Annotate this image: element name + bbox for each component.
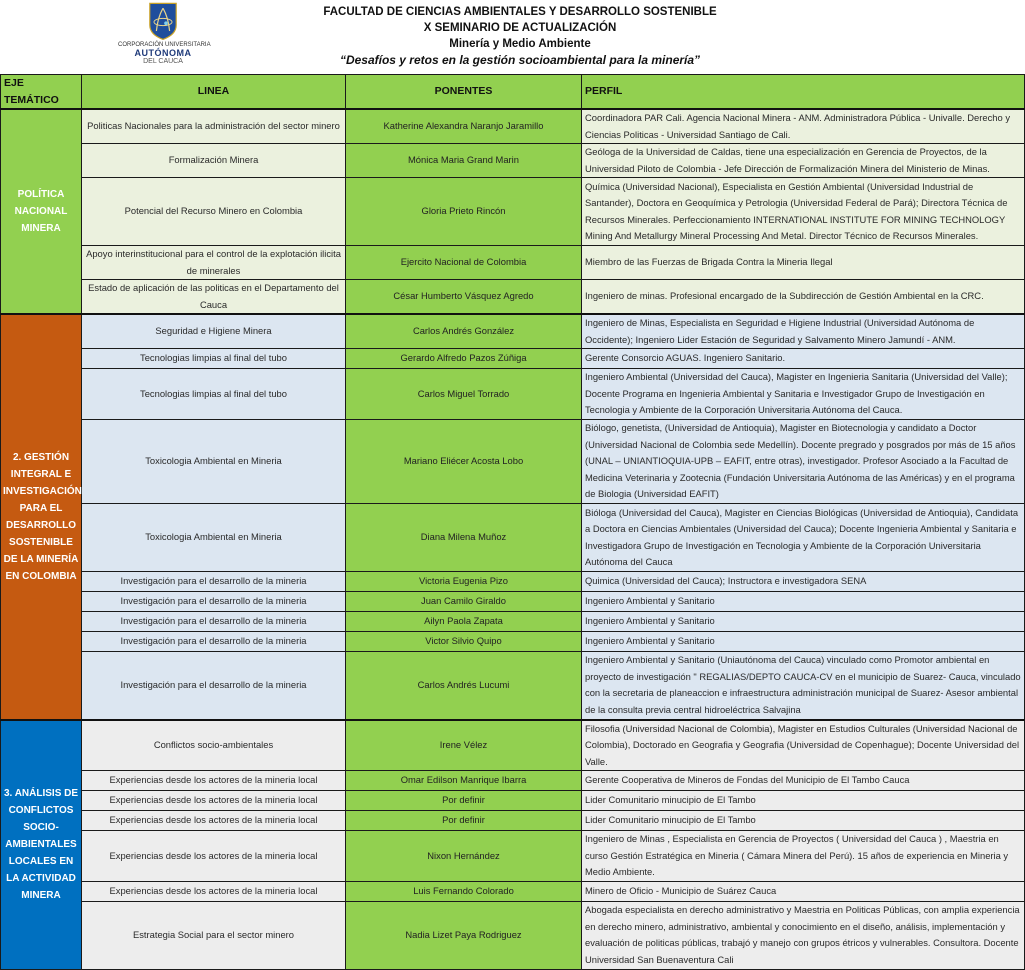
perfil-cell: Quimica (Universidad del Cauca); Instructora e investigadora SENA: [582, 572, 1025, 592]
column-header-linea: LINEA: [82, 75, 346, 110]
table-row: [1, 504, 1025, 572]
table-row: [1, 592, 1025, 612]
table-row: [1, 771, 1025, 791]
table-row: [1, 109, 1025, 144]
linea-cell: Conflictos socio-ambientales: [82, 720, 346, 771]
table-row: [1, 178, 1025, 246]
linea-cell: Seguridad e Higiene Minera: [82, 314, 346, 349]
theme-title: Minería y Medio Ambiente: [449, 38, 591, 50]
university-shield-logo-icon: [145, 2, 181, 42]
speakers-table: [0, 74, 1025, 970]
linea-cell: Toxicologia Ambiental en Mineria: [82, 504, 346, 572]
perfil-cell: Gerente Cooperativa de Mineros de Fondas del Municipio de El Tambo Cauca: [582, 771, 1025, 791]
table-row: [1, 144, 1025, 178]
ponente-cell: Carlos Miguel Torrado: [346, 369, 582, 420]
linea-cell: Investigación para el desarrollo de la mineria: [82, 652, 346, 720]
ponente-cell: Nadia Lizet Paya Rodriguez: [346, 901, 582, 969]
linea-cell: Experiencias desde los actores de la mineria local: [82, 831, 346, 882]
table-row: [1, 612, 1025, 632]
linea-cell: Tecnologias limpias al final del tubo: [82, 349, 346, 369]
eje-tematico-cell: POLÍTICA NACIONAL MINERA: [1, 109, 82, 314]
linea-cell: Experiencias desde los actores de la mineria local: [82, 791, 346, 811]
column-header-eje: EJE TEMÁTICO: [1, 75, 82, 110]
perfil-cell: Filosofia (Universidad Nacional de Colombia), Magister en Estudios Culturales (Universidad Nacional de Colombia), Doctorado en Geografia y Geografia (Universidad de Copenhague); Docente Universidad del Valle.: [582, 720, 1025, 771]
linea-cell: Experiencias desde los actores de la mineria local: [82, 771, 346, 791]
ponente-cell: Irene Vélez: [346, 720, 582, 771]
table-row: [1, 349, 1025, 369]
linea-cell: Investigación para el desarrollo de la mineria: [82, 592, 346, 612]
table-row: [1, 572, 1025, 592]
ponente-cell: Luis Fernando Colorado: [346, 881, 582, 901]
perfil-cell: Ingeniero de Minas , Especialista en Gerencia de Proyectos ( Universidad del Cauca ) , Maestria en curso Gestión Estratégica en Mineria ( Cámara Minera del Perú). 15 años de experiencia en Mineria y Medio Ambiente.: [582, 831, 1025, 882]
ponente-cell: Mariano Eliécer Acosta Lobo: [346, 420, 582, 504]
logo-caption: CORPORACIÓN UNIVERSITARIA: [118, 42, 211, 48]
column-header-ponentes: PONENTES: [346, 75, 582, 110]
ponente-cell: Por definir: [346, 811, 582, 831]
table-row: [1, 280, 1025, 315]
linea-cell: Experiencias desde los actores de la mineria local: [82, 881, 346, 901]
ponente-cell: Victoria Eugenia Pizo: [346, 572, 582, 592]
logo-text: AUTÓNOMA: [134, 48, 192, 58]
eje-tematico-cell: 3. ANÁLISIS DE CONFLICTOS SOCIO-AMBIENTALES LOCALES EN LA ACTIVIDAD MINERA: [1, 720, 82, 970]
linea-cell: Investigación para el desarrollo de la mineria: [82, 612, 346, 632]
perfil-cell: Ingeniero de minas. Profesional encargado de la Subdirección de Gestión Ambiental en la CRC.: [582, 280, 1025, 315]
perfil-cell: Gerente Consorcio AGUAS. Ingeniero Sanitario.: [582, 349, 1025, 369]
linea-cell: Experiencias desde los actores de la mineria local: [82, 811, 346, 831]
perfil-cell: Ingeniero Ambiental y Sanitario (Uniautónoma del Cauca) vinculado como Promotor ambiental en proyecto de investigación " REGALIAS/DEPTO CAUCA-CV en el municipio de Suarez- Cauca, vinculado con la secretaria de planeaccion e infraestructura administración municipal de Suarez- Asesor ambiental de la consulta previa central hidroeléctrica Salvajina: [582, 652, 1025, 720]
column-header-perfil: PERFIL: [582, 75, 1025, 110]
document-header: [0, 0, 1024, 74]
ponente-cell: Omar Edilson Manrique Ibarra: [346, 771, 582, 791]
perfil-cell: Coordinadora PAR Cali. Agencia Nacional Minera - ANM. Administradora Pública - Univalle. Derecho y Ciencias Politicas - Universidad Santiago de Cali.: [582, 109, 1025, 144]
ponente-cell: Carlos Andrés González: [346, 314, 582, 349]
ponente-cell: Por definir: [346, 791, 582, 811]
linea-cell: Potencial del Recurso Minero en Colombia: [82, 178, 346, 246]
table-row: [1, 901, 1025, 969]
table-header-row: [1, 75, 1025, 110]
perfil-cell: Ingeniero Ambiental y Sanitario: [582, 632, 1025, 652]
linea-cell: Investigación para el desarrollo de la mineria: [82, 632, 346, 652]
linea-cell: Tecnologias limpias al final del tubo: [82, 369, 346, 420]
ponente-cell: Ailyn Paola Zapata: [346, 612, 582, 632]
perfil-cell: Química (Universidad Nacional), Especialista en Gestión Ambiental (Universidad Industrial de Santander), Doctora en Geoquímica y Petrologia (Universidad Federal de Pará); Directora Técnica de Recursos Minerales. Perfeccionamiento INTERNATIONAL INSTITUTE FOR MINING TECHNOLOGY Mining And Metallurgy Mineral Processing And Metal. Director Técnico de Recursos Minerales.: [582, 178, 1025, 246]
ponente-cell: Mónica Maria Grand Marin: [346, 144, 582, 178]
table-body: [1, 109, 1025, 969]
ponente-cell: Ejercito Nacional de Colombia: [346, 246, 582, 280]
eje-tematico-cell: 2. GESTIÓN INTEGRAL E INVESTIGACIÓN PARA EL DESARROLLO SOSTENIBLE DE LA MINERÍA EN COLOMBIA: [1, 314, 82, 720]
perfil-cell: Miembro de las Fuerzas de Brigada Contra la Mineria Ilegal: [582, 246, 1025, 280]
faculty-title: FACULTAD DE CIENCIAS AMBIENTALES Y DESARROLLO SOSTENIBLE: [323, 6, 717, 18]
seminar-title: X SEMINARIO DE ACTUALIZACIÓN: [423, 22, 617, 34]
linea-cell: Estrategia Social para el sector minero: [82, 901, 346, 969]
perfil-cell: Ingeniero Ambiental y Sanitario: [582, 592, 1025, 612]
linea-cell: Toxicologia Ambiental en Mineria: [82, 420, 346, 504]
table-row: [1, 791, 1025, 811]
ponente-cell: Gloria Prieto Rincón: [346, 178, 582, 246]
title-block: [250, 4, 790, 68]
ponente-cell: Victor Silvio Quipo: [346, 632, 582, 652]
table-row: [1, 420, 1025, 504]
table-row: [1, 314, 1025, 349]
perfil-cell: Lider Comunitario minucipio de El Tambo: [582, 811, 1025, 831]
perfil-cell: Abogada especialista en derecho administrativo y Maestria en Politicas Públicas, con amplia experiencia en derecho minero, administrativo, ambiental y conocimiento en el diseño, análisis, implementación y evaluación de politicas públicas, trabajó y manejo con grupos étricos y vulnerables. Consultora. Docente Universidad San Buenaventura Cali: [582, 901, 1025, 969]
perfil-cell: Ingeniero Ambiental y Sanitario: [582, 612, 1025, 632]
table-row: [1, 369, 1025, 420]
perfil-cell: Ingeniero Ambiental (Universidad del Cauca), Magister en Ingenieria Sanitaria (Universidad del Valle); Docente Programa en Ingenieria Ambiental y Sanitaria e Investigador Grupo de Investigación en Tecnologia y Ambiente de la Corporación Universitaria Autónoma del Cauca.: [582, 369, 1025, 420]
perfil-cell: Lider Comunitario minucipio de El Tambo: [582, 791, 1025, 811]
ponente-cell: Katherine Alexandra Naranjo Jaramillo: [346, 109, 582, 144]
linea-cell: Apoyo interinstitucional para el control de la explotación ilicita de minerales: [82, 246, 346, 280]
table-row: [1, 831, 1025, 882]
seminar-subtitle: “Desafíos y retos en la gestión socioambiental para la minería”: [339, 53, 701, 67]
linea-cell: Investigación para el desarrollo de la mineria: [82, 572, 346, 592]
perfil-cell: Geóloga de la Universidad de Caldas, tiene una especialización en Gerencia de Proyectos, de la Universidad Piloto de Colombia - Jefe Dirección de Formalización Minera del Ministerio de Minas.: [582, 144, 1025, 178]
ponente-cell: Diana Milena Muñoz: [346, 504, 582, 572]
ponente-cell: Gerardo Alfredo Pazos Zúñiga: [346, 349, 582, 369]
table-row: [1, 632, 1025, 652]
table-row: [1, 652, 1025, 720]
table-row: [1, 720, 1025, 771]
perfil-cell: Bióloga (Universidad del Cauca), Magister en Ciencias Biológicas (Universidad de Antioquia), Candidata a Doctora en Ciencias Ambientales (Universidad del Cauca); Docente Ingenieria Ambiental y Sanitaria e Investigadora Grupo de Investigación en Tecnologia y Ambiente de la Corporación Universitaria Autónoma del Cauca: [582, 504, 1025, 572]
table-row: [1, 246, 1025, 280]
perfil-cell: Minero de Oficio - Municipio de Suárez Cauca: [582, 881, 1025, 901]
linea-cell: Formalización Minera: [82, 144, 346, 178]
ponente-cell: Nixon Hernández: [346, 831, 582, 882]
ponente-cell: Carlos Andrés Lucumi: [346, 652, 582, 720]
perfil-cell: Biólogo, genetista, (Universidad de Antioquia), Magister en Biotecnologia y candidato a Doctor (Universidad Nacional de Colombia sede Medellín). Docente pregrado y posgrados por más de 15 años (UNAL – UNIANTIOQUIA-UPB – EAFIT, entre otras), investigador. Profesor Asociado a la Facultad de Medicina Veterinaria y Zootecnia (Fundación Universitaria Autónoma de las Américas) y en el programa de Biologia (Universidad EAFIT): [582, 420, 1025, 504]
ponente-cell: Juan Camilo Giraldo: [346, 592, 582, 612]
logo-sub: DEL CAUCA: [143, 58, 183, 65]
table-row: [1, 881, 1025, 901]
perfil-cell: Ingeniero de Minas, Especialista en Seguridad e Higiene Industrial (Universidad Autónoma de Occidente); Ingeniero Lider Estación de Seguridad y Salvamento Minero Jamundí - ANM.: [582, 314, 1025, 349]
linea-cell: Estado de aplicación de las politicas en el Departamento del Cauca: [82, 280, 346, 315]
linea-cell: Politicas Nacionales para la administración del sector minero: [82, 109, 346, 144]
university-logo: [118, 2, 211, 72]
ponente-cell: César Humberto Vásquez Agredo: [346, 280, 582, 315]
table-row: [1, 811, 1025, 831]
